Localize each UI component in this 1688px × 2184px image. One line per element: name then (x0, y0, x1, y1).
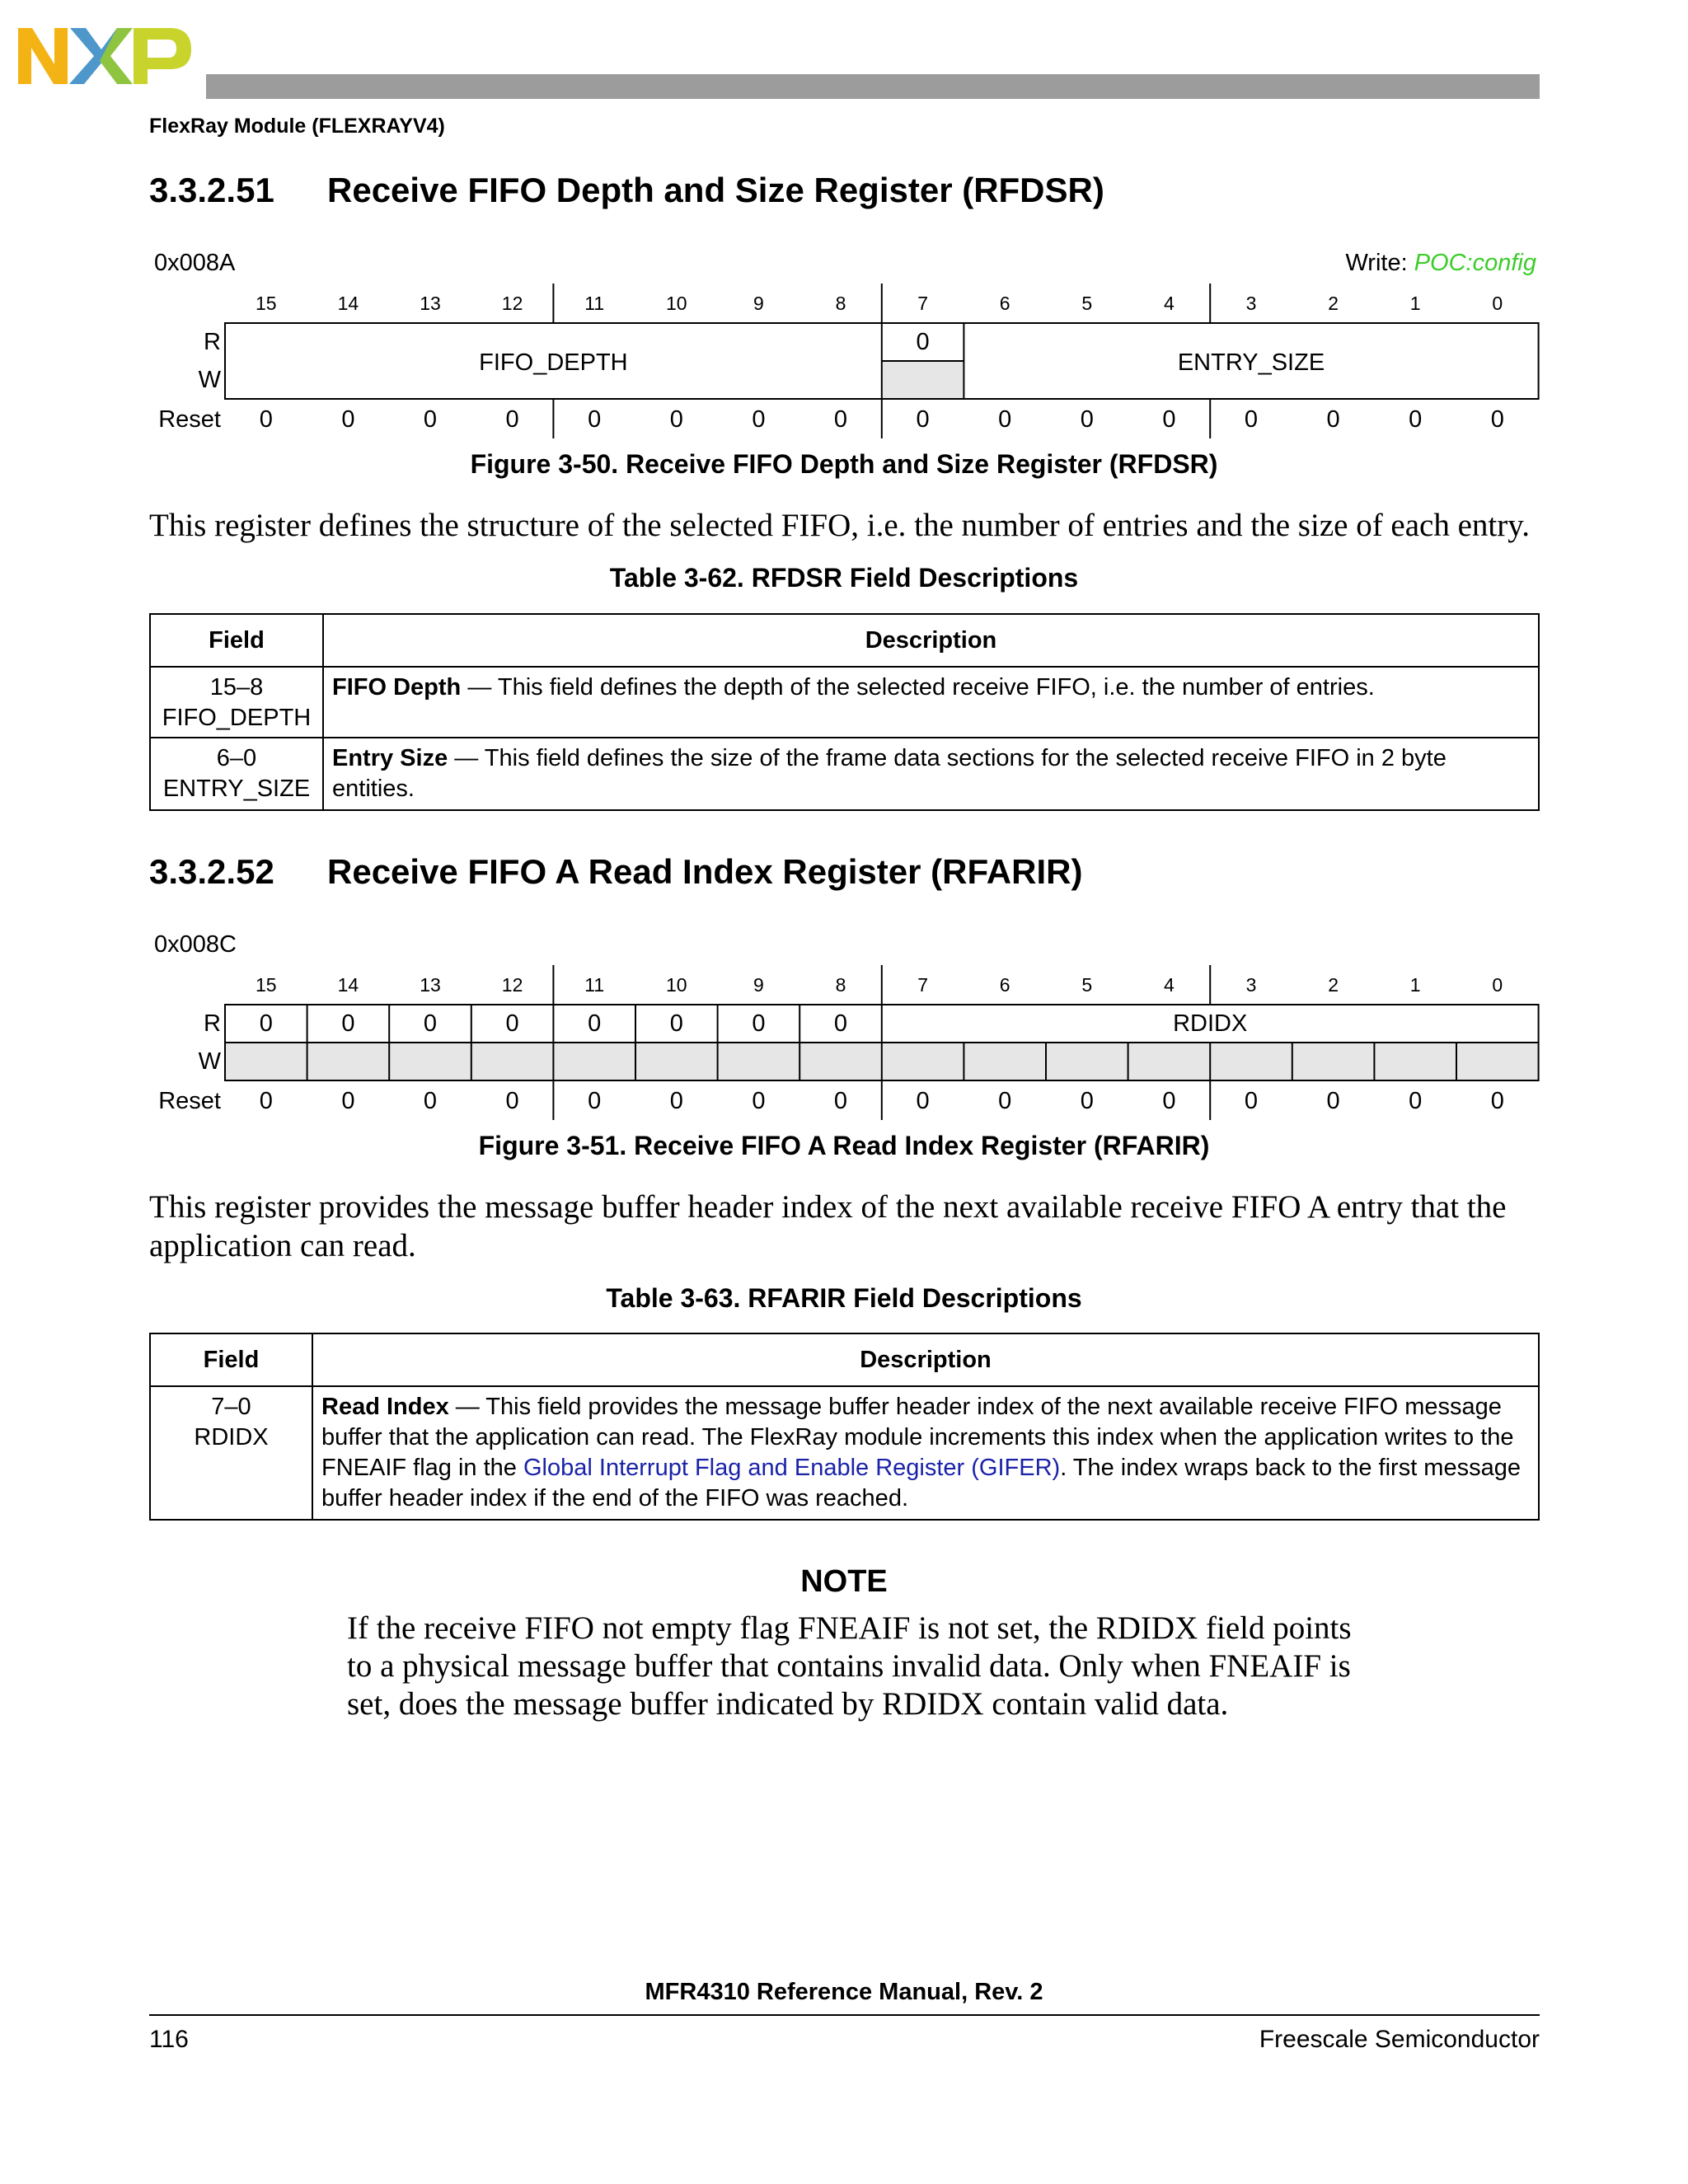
field-name: RDIDX (194, 1424, 269, 1451)
section-heading (149, 852, 1468, 898)
table-header-row (150, 1333, 1539, 1386)
reset-value: 0 (998, 406, 1012, 433)
bit-number: 0 (1492, 293, 1503, 314)
section-title: Receive FIFO Depth and Size Register (RFDSR) (327, 171, 1104, 209)
table-caption: Table 3-62. RFDSR Field Descriptions (609, 563, 1079, 593)
rfdsr-field-table (149, 613, 1540, 811)
reset-value: 0 (341, 406, 355, 433)
table-row (150, 738, 1539, 810)
bit-number: 5 (1081, 974, 1093, 996)
reset-value: 0 (423, 1088, 438, 1114)
description-cell (323, 667, 1539, 738)
register-description: This register provides the message buffer header index of the next available receive FIFO A entry that the application can read. (149, 1189, 1507, 1263)
description-title: Entry Size (332, 745, 448, 771)
field-fifo-depth: FIFO_DEPTH (479, 349, 628, 376)
field-bits: 6–0 (216, 745, 257, 771)
read-value: 0 (505, 1010, 519, 1037)
reserved-bit-write-cell (882, 361, 964, 399)
reset-value: 0 (916, 1088, 930, 1114)
reset-value: 0 (1409, 406, 1423, 433)
row-label-reset: Reset (158, 1088, 221, 1114)
bit-number: 11 (584, 293, 605, 314)
description-text: — This field provides the message buffer header index of the next available receive FIFO message buffer that the application can read. The FlexRay module increments this index when the application writes to the FNEAIF flag in the (321, 1394, 1514, 1481)
figure-caption: Figure 3-50. Receive FIFO Depth and Size Register (RFDSR) (470, 449, 1218, 479)
reset-value: 0 (1162, 406, 1176, 433)
read-value: 0 (259, 1010, 273, 1037)
bit-number: 6 (999, 974, 1010, 996)
rfdsr-register-diagram (0, 280, 1688, 445)
bit-number: 9 (753, 974, 764, 996)
bit-number: 4 (1164, 293, 1175, 314)
field-rdidx: RDIDX (1173, 1010, 1248, 1037)
reset-value: 0 (588, 1088, 602, 1114)
note-title: NOTE (800, 1564, 888, 1599)
bit-number: 14 (337, 974, 359, 996)
reset-value: 0 (752, 406, 766, 433)
rfarir-field-table (149, 1333, 1540, 1521)
description-text: — This field defines the depth of the selected receive FIFO, i.e. the number of entries. (461, 674, 1375, 701)
section-title: Receive FIFO A Read Index Register (RFARIR) (327, 852, 1083, 891)
field-cell (150, 738, 323, 810)
bit-number: 6 (999, 293, 1010, 314)
bit-number: 10 (666, 974, 687, 996)
reset-value: 0 (916, 406, 930, 433)
table-header-row (150, 614, 1539, 667)
reserved-bit-value: 0 (916, 329, 930, 355)
read-value: 0 (341, 1010, 355, 1037)
bit-number: 8 (835, 974, 846, 996)
reset-value: 0 (1326, 1088, 1340, 1114)
section-heading (149, 171, 1468, 217)
bit-number: 12 (501, 974, 523, 996)
reset-value: 0 (1409, 1088, 1423, 1114)
reset-value: 0 (833, 406, 848, 433)
reset-value: 0 (505, 1088, 519, 1114)
register-description: This register defines the structure of the selected FIFO, i.e. the number of entries and the size of each entry. (149, 508, 1530, 543)
bit-number: 3 (1245, 293, 1257, 314)
reset-value: 0 (423, 406, 438, 433)
bit-number: 13 (420, 974, 441, 996)
company-name: Freescale Semiconductor (1259, 2026, 1540, 2053)
field-cell (150, 667, 323, 738)
bit-number: 12 (501, 293, 523, 314)
reset-value: 0 (669, 1088, 683, 1114)
section-number: 3.3.2.52 (149, 852, 274, 891)
bit-number: 10 (666, 293, 687, 314)
bit-number: 7 (917, 293, 928, 314)
reset-value: 0 (752, 1088, 766, 1114)
reset-value: 0 (1490, 1088, 1504, 1114)
section-number: 3.3.2.51 (149, 171, 274, 209)
bit-number: 1 (1409, 974, 1421, 996)
bit-number: 14 (337, 293, 359, 314)
reset-value: 0 (1244, 1088, 1259, 1114)
reset-value: 0 (998, 1088, 1012, 1114)
reset-value: 0 (1326, 406, 1340, 433)
read-value: 0 (423, 1010, 438, 1037)
read-value: 0 (588, 1010, 602, 1037)
column-header: Description (323, 614, 1539, 667)
rfarir-register-diagram (0, 962, 1688, 1127)
field-name: ENTRY_SIZE (162, 776, 311, 802)
table-caption: Table 3-63. RFARIR Field Descriptions (606, 1283, 1082, 1313)
description-title: FIFO Depth (332, 674, 462, 701)
table-row (150, 1386, 1539, 1520)
reset-value: 0 (588, 406, 602, 433)
register-address: 0x008A (154, 250, 236, 276)
figure-caption: Figure 3-51. Receive FIFO A Read Index Register (RFARIR) (478, 1131, 1210, 1160)
field-bits: 7–0 (211, 1394, 251, 1420)
bit-number: 2 (1328, 293, 1339, 314)
bit-number: 1 (1409, 293, 1421, 314)
field-name: FIFO_DEPTH (162, 705, 312, 731)
bit-number: 13 (420, 293, 441, 314)
page-number: 116 (149, 2026, 189, 2053)
column-header: Field (150, 614, 323, 667)
note-text: If the receive FIFO not empty flag FNEAIF is not set, the RDIDX field points to a physical message buffer that contains invalid data. Only when FNEAIF is set, does the message buffer indicated by RDIDX contain valid data. (347, 1610, 1352, 1722)
description-cell (323, 738, 1539, 810)
bit-number: 15 (256, 974, 277, 996)
footer-manual-title: MFR4310 Reference Manual, Rev. 2 (645, 1979, 1043, 2005)
bit-number: 7 (917, 974, 928, 996)
gifer-register-link[interactable]: Global Interrupt Flag and Enable Register (GIFER) (523, 1455, 1061, 1481)
description-title: Read Index (321, 1394, 449, 1420)
field-bits: 15–8 (209, 674, 264, 701)
bit-number: 2 (1328, 974, 1339, 996)
reset-value: 0 (669, 406, 683, 433)
bit-number: 3 (1245, 974, 1257, 996)
reset-value: 0 (833, 1088, 848, 1114)
footer-rule (149, 2014, 1540, 2016)
column-header: Description (312, 1333, 1539, 1386)
row-label-reset: Reset (158, 406, 221, 433)
running-head: FlexRay Module (FLEXRAYV4) (149, 115, 445, 138)
nxp-logo (18, 21, 191, 87)
read-value: 0 (752, 1010, 766, 1037)
bit-number: 8 (835, 293, 846, 314)
reset-value: 0 (505, 406, 519, 433)
row-label-read: R (204, 329, 221, 355)
description-text: . The index wraps back to the first message buffer header index if the end of the FIFO was reached. (321, 1455, 1521, 1511)
reset-value: 0 (1162, 1088, 1176, 1114)
reset-value: 0 (1080, 406, 1094, 433)
bit-number: 5 (1081, 293, 1093, 314)
row-label-write: W (198, 1048, 221, 1075)
column-header: Field (150, 1333, 312, 1386)
read-value: 0 (669, 1010, 683, 1037)
bit-number: 9 (753, 293, 764, 314)
write-access-label (1345, 250, 1536, 277)
row-label-read: R (204, 1010, 221, 1037)
reset-value: 0 (1244, 406, 1259, 433)
bit-number: 4 (1164, 974, 1175, 996)
bit-number: 11 (584, 974, 605, 996)
table-row (150, 667, 1539, 738)
row-label-write: W (198, 367, 221, 393)
reset-value: 0 (259, 1088, 273, 1114)
field-entry-size: ENTRY_SIZE (1177, 349, 1325, 376)
bit-number: 15 (256, 293, 277, 314)
bit-number: 0 (1492, 974, 1503, 996)
header-bar (206, 74, 1540, 99)
reset-value: 0 (1080, 1088, 1094, 1114)
read-value: 0 (833, 1010, 848, 1037)
description-cell (312, 1386, 1539, 1520)
reset-value: 0 (1490, 406, 1504, 433)
write-access-value: POC:config (1414, 250, 1536, 276)
register-address: 0x008C (154, 931, 237, 958)
write-label: Write: (1345, 250, 1408, 276)
field-cell (150, 1386, 312, 1520)
reset-value: 0 (259, 406, 273, 433)
description-text: — This field defines the size of the frame data sections for the selected receive FIFO in 2 byte entities. (332, 745, 1447, 802)
reset-value: 0 (341, 1088, 355, 1114)
